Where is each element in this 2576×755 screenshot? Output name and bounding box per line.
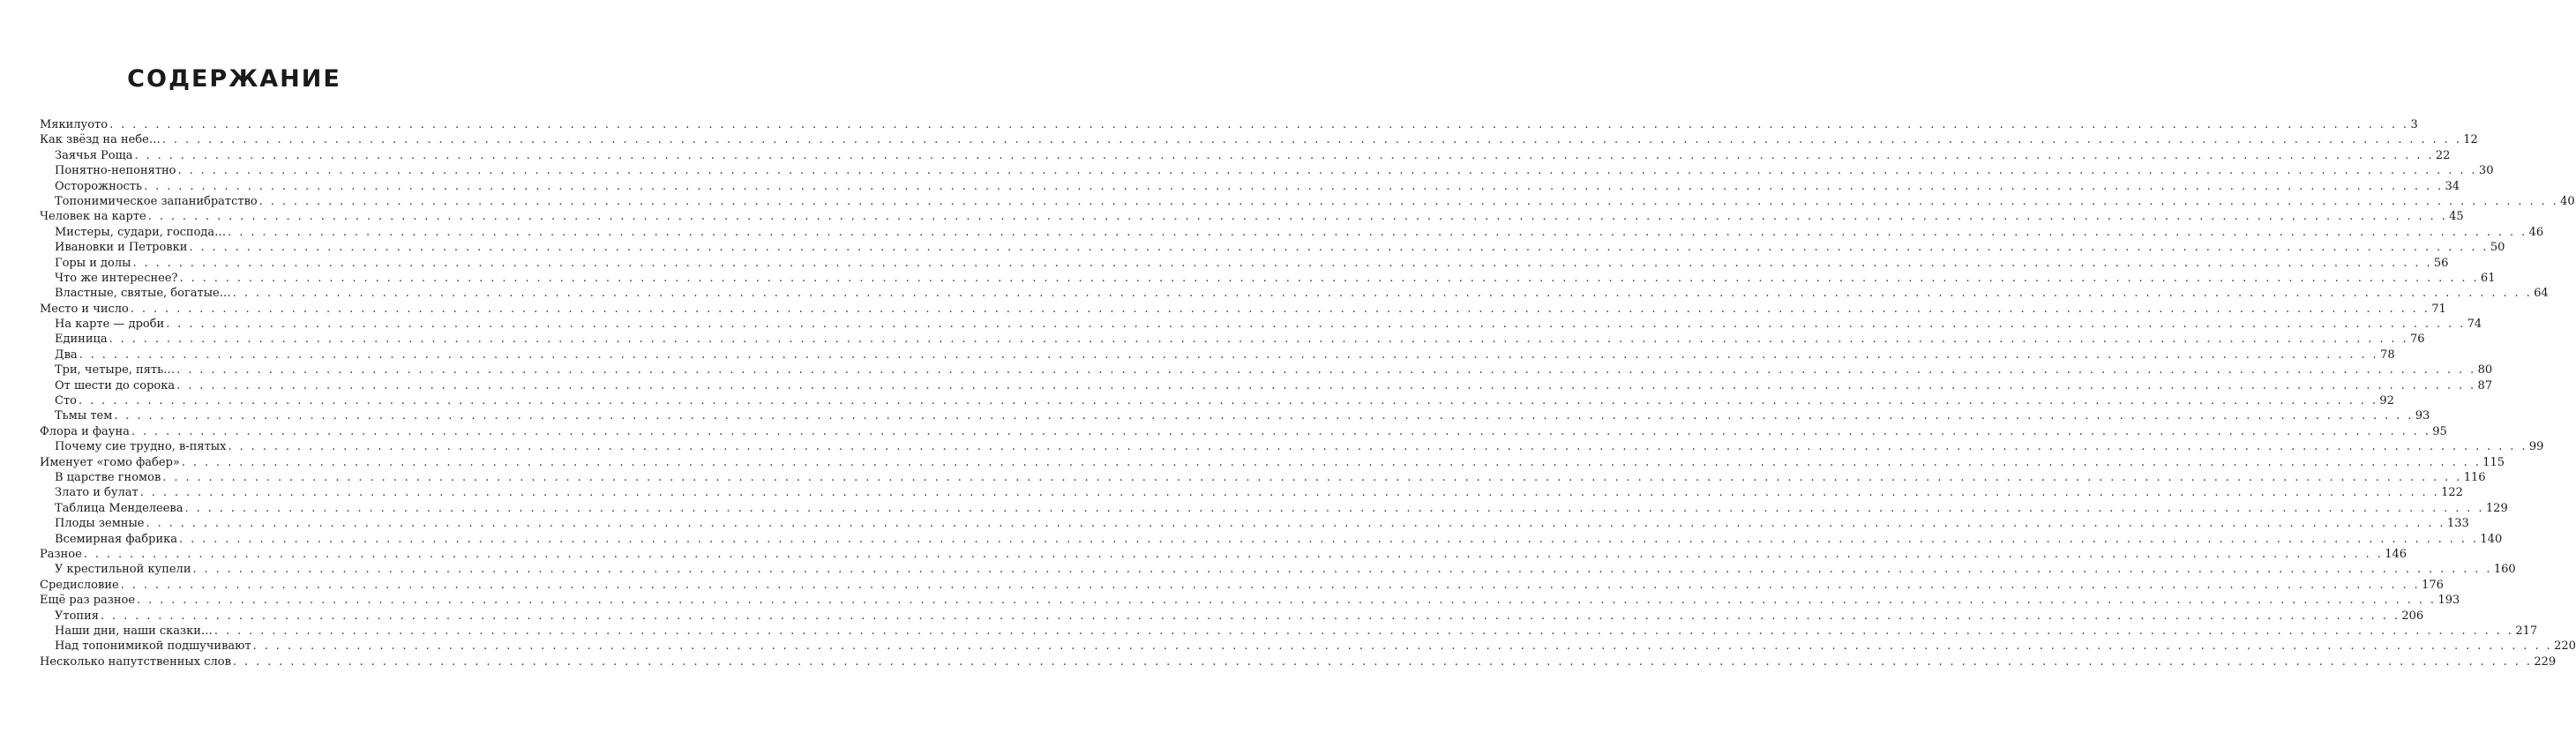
- toc-subentry: [40, 286, 2549, 301]
- toc-entry-title: Почему сие трудно, в-пятых: [55, 440, 227, 454]
- dot-leader: . . . . . . . . . . . . . . . . . . . . . . . . . . . . . . . . . . . . . . . . . . . . . . . . . . . . . . . . . . . . . . . . . . . . . . . . . . . . . . . . . . . . . . . . . . . . . . . . . . . . . . . . . . . . . . . . . . . . . . . . . . . . . . . . . . . . . . . . . . . . . . . . . . . . . . . . . . . . . . . . . . . . . . . . . . . . . . . . . . . . . . . . . . . . . . . . . . . . . . . .: [147, 210, 2448, 224]
- toc-page-number: 12: [2463, 133, 2478, 147]
- toc-subentry: [40, 348, 2395, 363]
- toc-entry: [40, 578, 2444, 593]
- dot-leader: . . . . . . . . . . . . . . . . . . . . . . . . . . . . . . . . . . . . . . . . . . . . . . . . . . . . . . . . . . . . . . . . . . . . . . . . . . . . . . . . . . . . . . . . . . . . . . . . . . . . . . . . . . . . . . . . . . . . . . . . . . . . . . . . . . . . . . . . . . . . . . . . . . . . . . . . . . . . . . . . . . . . . . . . . . . . . . . . . . . . . . . . . . . . . . . . . . . . . . . .: [132, 256, 2432, 270]
- toc-page-number: 50: [2490, 241, 2505, 255]
- dot-leader: . . . . . . . . . . . . . . . . . . . . . . . . . . . . . . . . . . . . . . . . . . . . . . . . . . . . . . . . . . . . . . . . . . . . . . . . . . . . . . . . . . . . . . . . . . . . . . . . . . . . . . . . . . . . . . . . . . . . . . . . . . . . . . . . . . . . . . . . . . . . . . . . . . . . . . . . . . . . . . . . . . . . . . . . . . . . . . . . . . . . . . . . . . . . . . . . . . . . . . . .: [79, 348, 2379, 362]
- toc-page-number: 133: [2446, 517, 2469, 531]
- toc-page-number: 40: [2560, 194, 2575, 208]
- toc-entry: [40, 209, 2464, 224]
- dot-leader: . . . . . . . . . . . . . . . . . . . . . . . . . . . . . . . . . . . . . . . . . . . . . . . . . . . . . . . . . . . . . . . . . . . . . . . . . . . . . . . . . . . . . . . . . . . . . . . . . . . . . . . . . . . . . . . . . . . . . . . . . . . . . . . . . . . . . . . . . . . . . . . . . . . . . . . . . . . . . . . . . . . . . . . . . . . . . . . . . . . . . . . . . . . . . . . . . . . . . . . .: [192, 563, 2492, 577]
- toc-subentry: [40, 179, 2460, 194]
- toc-entry-title: Над топонимикой подшучивают: [55, 639, 251, 654]
- toc-entry-title: Единица: [55, 333, 108, 347]
- toc-page-number: 78: [2380, 348, 2395, 362]
- toc-page-number: 206: [2401, 609, 2424, 623]
- toc-entry-title: Флора и фауна: [40, 424, 130, 438]
- toc-subentry: [40, 363, 2493, 378]
- toc-subentry: [40, 317, 2482, 332]
- toc-entry-title: Три, четыре, пять…: [55, 363, 176, 378]
- toc-page-number: 140: [2480, 532, 2503, 546]
- toc-page-number: 95: [2432, 424, 2447, 438]
- toc-entry-title: Плоды земные: [55, 517, 145, 531]
- toc-subentry: [40, 624, 2538, 639]
- toc-entry: [40, 302, 2446, 317]
- toc-subentry: [40, 163, 2494, 178]
- toc-entry-title: У крестильной купели: [55, 563, 191, 577]
- dot-leader: . . . . . . . . . . . . . . . . . . . . . . . . . . . . . . . . . . . . . . . . . . . . . . . . . . . . . . . . . . . . . . . . . . . . . . . . . . . . . . . . . . . . . . . . . . . . . . . . . . . . . . . . . . . . . . . . . . . . . . . . . . . . . . . . . . . . . . . . . . . . . . . . . . . . . . . . . . . . . . . . . . . . . . . . . . . . . . . . . . . . . . . . . . . . . . . . . . . . . . . .: [228, 440, 2527, 454]
- toc-entry-title: Мистеры, судари, господа…: [55, 225, 227, 239]
- dot-leader: . . . . . . . . . . . . . . . . . . . . . . . . . . . . . . . . . . . . . . . . . . . . . . . . . . . . . . . . . . . . . . . . . . . . . . . . . . . . . . . . . . . . . . . . . . . . . . . . . . . . . . . . . . . . . . . . . . . . . . . . . . . . . . . . . . . . . . . . . . . . . . . . . . . . . . . . . . . . . . . . . . . . . . . . . . . . . . . . . . . . . . . . . . . . . . . . . . . . . . . .: [179, 532, 2479, 546]
- dot-leader: . . . . . . . . . . . . . . . . . . . . . . . . . . . . . . . . . . . . . . . . . . . . . . . . . . . . . . . . . . . . . . . . . . . . . . . . . . . . . . . . . . . . . . . . . . . . . . . . . . . . . . . . . . . . . . . . . . . . . . . . . . . . . . . . . . . . . . . . . . . . . . . . . . . . . . . . . . . . . . . . . . . . . . . . . . . . . . . . . . . . . . . . . . . . . . . . . . . . . . . .: [252, 639, 2553, 654]
- toc-entry-title: Наши дни, наши сказки…: [55, 624, 213, 638]
- toc-page-number: 193: [2437, 594, 2460, 608]
- table-of-contents: [40, 117, 2576, 669]
- toc-page-number: 46: [2528, 225, 2544, 239]
- toc-entry-title: Понятно-непонятно: [55, 164, 176, 178]
- toc-page-number: 160: [2493, 563, 2516, 577]
- dot-leader: . . . . . . . . . . . . . . . . . . . . . . . . . . . . . . . . . . . . . . . . . . . . . . . . . . . . . . . . . . . . . . . . . . . . . . . . . . . . . . . . . . . . . . . . . . . . . . . . . . . . . . . . . . . . . . . . . . . . . . . . . . . . . . . . . . . . . . . . . . . . . . . . . . . . . . . . . . . . . . . . . . . . . . . . . . . . . . . . . . . . . . . . . . . . . . . . . . . . . . . .: [130, 302, 2430, 316]
- dot-leader: . . . . . . . . . . . . . . . . . . . . . . . . . . . . . . . . . . . . . . . . . . . . . . . . . . . . . . . . . . . . . . . . . . . . . . . . . . . . . . . . . . . . . . . . . . . . . . . . . . . . . . . . . . . . . . . . . . . . . . . . . . . . . . . . . . . . . . . . . . . . . . . . . . . . . . . . . . . . . . . . . . . . . . . . . . . . . . . . . . . . . . . . . . . . . . . . . . . . . . . .: [139, 486, 2440, 500]
- toc-page-number: 34: [2445, 179, 2460, 193]
- toc-entry: [40, 593, 2460, 608]
- toc-page-number: 71: [2431, 302, 2446, 316]
- toc-entry-title: На карте — дроби: [55, 318, 165, 332]
- dot-leader: . . . . . . . . . . . . . . . . . . . . . . . . . . . . . . . . . . . . . . . . . . . . . . . . . . . . . . . . . . . . . . . . . . . . . . . . . . . . . . . . . . . . . . . . . . . . . . . . . . . . . . . . . . . . . . . . . . . . . . . . . . . . . . . . . . . . . . . . . . . . . . . . . . . . . . . . . . . . . . . . . . . . . . . . . . . . . . . . . . . . . . . . . . . . . . . . . . . . . . . .: [131, 424, 2431, 438]
- toc-page-number: 64: [2534, 287, 2549, 301]
- toc-subentry: [40, 256, 2449, 271]
- toc-subentry: [40, 485, 2463, 500]
- toc-entry-title: Место и число: [40, 302, 129, 316]
- toc-entry-title: Именует «гомо фабер»: [40, 455, 180, 469]
- toc-entry-title: Как звёзд на небе…: [40, 133, 161, 147]
- dot-leader: . . . . . . . . . . . . . . . . . . . . . . . . . . . . . . . . . . . . . . . . . . . . . . . . . . . . . . . . . . . . . . . . . . . . . . . . . . . . . . . . . . . . . . . . . . . . . . . . . . . . . . . . . . . . . . . . . . . . . . . . . . . . . . . . . . . . . . . . . . . . . . . . . . . . . . . . . . . . . . . . . . . . . . . . . . . . . . . . . . . . . . . . . . . . . . . . . . . . . . . .: [134, 148, 2434, 162]
- toc-entry-title: Что же интереснее?: [55, 271, 178, 285]
- toc-entry-title: Заячья Роща: [55, 148, 133, 162]
- dot-leader: . . . . . . . . . . . . . . . . . . . . . . . . . . . . . . . . . . . . . . . . . . . . . . . . . . . . . . . . . . . . . . . . . . . . . . . . . . . . . . . . . . . . . . . . . . . . . . . . . . . . . . . . . . . . . . . . . . . . . . . . . . . . . . . . . . . . . . . . . . . . . . . . . . . . . . . . . . . . . . . . . . . . . . . . . . . . . . . . . . . . . . . . . . . . . . . . . . . . . . . .: [213, 624, 2514, 638]
- dot-leader: . . . . . . . . . . . . . . . . . . . . . . . . . . . . . . . . . . . . . . . . . . . . . . . . . . . . . . . . . . . . . . . . . . . . . . . . . . . . . . . . . . . . . . . . . . . . . . . . . . . . . . . . . . . . . . . . . . . . . . . . . . . . . . . . . . . . . . . . . . . . . . . . . . . . . . . . . . . . . . . . . . . . . . . . . . . . . . . . . . . . . . . . . . . . . . . . . . . . . . . .: [114, 409, 2414, 423]
- toc-subentry: [40, 194, 2575, 209]
- toc-subentry: [40, 148, 2451, 163]
- toc-page-number: 99: [2528, 440, 2544, 454]
- dot-leader: . . . . . . . . . . . . . . . . . . . . . . . . . . . . . . . . . . . . . . . . . . . . . . . . . . . . . . . . . . . . . . . . . . . . . . . . . . . . . . . . . . . . . . . . . . . . . . . . . . . . . . . . . . . . . . . . . . . . . . . . . . . . . . . . . . . . . . . . . . . . . . . . . . . . . . . . . . . . . . . . . . . . . . . . . . . . . . . . . . . . . . . . . . . . . . . . . . . . . . . .: [161, 133, 2462, 147]
- dot-leader: . . . . . . . . . . . . . . . . . . . . . . . . . . . . . . . . . . . . . . . . . . . . . . . . . . . . . . . . . . . . . . . . . . . . . . . . . . . . . . . . . . . . . . . . . . . . . . . . . . . . . . . . . . . . . . . . . . . . . . . . . . . . . . . . . . . . . . . . . . . . . . . . . . . . . . . . . . . . . . . . . . . . . . . . . . . . . . . . . . . . . . . . . . . . . . . . . . . . . . . .: [109, 118, 2409, 131]
- toc-entry-title: Всемирная фабрика: [55, 532, 177, 546]
- toc-subentry: [40, 562, 2516, 577]
- toc-entry-title: Злато и булат: [55, 486, 139, 500]
- dot-leader: . . . . . . . . . . . . . . . . . . . . . . . . . . . . . . . . . . . . . . . . . . . . . . . . . . . . . . . . . . . . . . . . . . . . . . . . . . . . . . . . . . . . . . . . . . . . . . . . . . . . . . . . . . . . . . . . . . . . . . . . . . . . . . . . . . . . . . . . . . . . . . . . . . . . . . . . . . . . . . . . . . . . . . . . . . . . . . . . . . . . . . . . . . . . . . . . . . . . . . . .: [144, 179, 2444, 193]
- dot-leader: . . . . . . . . . . . . . . . . . . . . . . . . . . . . . . . . . . . . . . . . . . . . . . . . . . . . . . . . . . . . . . . . . . . . . . . . . . . . . . . . . . . . . . . . . . . . . . . . . . . . . . . . . . . . . . . . . . . . . . . . . . . . . . . . . . . . . . . . . . . . . . . . . . . . . . . . . . . . . . . . . . . . . . . . . . . . . . . . . . . . . . . . . . . . . . . . . . . . . . . .: [176, 363, 2476, 378]
- toc-entry: [40, 117, 2418, 132]
- toc-page-number: 61: [2480, 271, 2496, 285]
- dot-leader: . . . . . . . . . . . . . . . . . . . . . . . . . . . . . . . . . . . . . . . . . . . . . . . . . . . . . . . . . . . . . . . . . . . . . . . . . . . . . . . . . . . . . . . . . . . . . . . . . . . . . . . . . . . . . . . . . . . . . . . . . . . . . . . . . . . . . . . . . . . . . . . . . . . . . . . . . . . . . . . . . . . . . . . . . . . . . . . . . . . . . . . . . . . . . . . . . . . . . . . .: [176, 378, 2476, 392]
- toc-page-number: 129: [2485, 501, 2508, 515]
- toc-entry-title: Разное: [40, 547, 82, 561]
- toc-page-number: 87: [2477, 378, 2493, 392]
- toc-entry-title: Властные, святые, богатые…: [55, 287, 231, 301]
- toc-page-number: 76: [2410, 333, 2425, 347]
- toc-page-number: 22: [2435, 148, 2451, 162]
- toc-entry-title: Человек на карте: [40, 210, 146, 224]
- toc-page-number: 217: [2515, 624, 2538, 638]
- toc-subentry: [40, 332, 2425, 347]
- dot-leader: . . . . . . . . . . . . . . . . . . . . . . . . . . . . . . . . . . . . . . . . . . . . . . . . . . . . . . . . . . . . . . . . . . . . . . . . . . . . . . . . . . . . . . . . . . . . . . . . . . . . . . . . . . . . . . . . . . . . . . . . . . . . . . . . . . . . . . . . . . . . . . . . . . . . . . . . . . . . . . . . . . . . . . . . . . . . . . . . . . . . . . . . . . . . . . . . . . . . . . . .: [146, 517, 2445, 531]
- toc-page-number: 30: [2478, 164, 2494, 178]
- toc-subentry: [40, 439, 2544, 454]
- toc-entry-title: Тьмы тем: [55, 409, 113, 423]
- toc-entry-title: Горы и долы: [55, 256, 131, 270]
- toc-page-number: 74: [2467, 318, 2482, 332]
- toc-page-number: 115: [2482, 455, 2505, 469]
- toc-page-number: 229: [2534, 654, 2557, 669]
- toc-page-number: 45: [2449, 210, 2464, 224]
- toc-subentry: [40, 470, 2486, 485]
- toc-entry: [40, 455, 2505, 470]
- dot-leader: . . . . . . . . . . . . . . . . . . . . . . . . . . . . . . . . . . . . . . . . . . . . . . . . . . . . . . . . . . . . . . . . . . . . . . . . . . . . . . . . . . . . . . . . . . . . . . . . . . . . . . . . . . . . . . . . . . . . . . . . . . . . . . . . . . . . . . . . . . . . . . . . . . . . . . . . . . . . . . . . . . . . . . . . . . . . . . . . . . . . . . . . . . . . . . . . . . . . . . . .: [232, 287, 2533, 301]
- toc-page-number: 220: [2554, 639, 2576, 654]
- dot-leader: . . . . . . . . . . . . . . . . . . . . . . . . . . . . . . . . . . . . . . . . . . . . . . . . . . . . . . . . . . . . . . . . . . . . . . . . . . . . . . . . . . . . . . . . . . . . . . . . . . . . . . . . . . . . . . . . . . . . . . . . . . . . . . . . . . . . . . . . . . . . . . . . . . . . . . . . . . . . . . . . . . . . . . . . . . . . . . . . . . . . . . . . . . . . . . . . . . . . . . . .: [232, 654, 2533, 669]
- toc-page-number: 116: [2463, 470, 2486, 484]
- toc-page-number: 93: [2415, 409, 2430, 423]
- toc-entry-title: Ивановки и Петровки: [55, 241, 188, 255]
- toc-entry: [40, 547, 2408, 562]
- dot-leader: . . . . . . . . . . . . . . . . . . . . . . . . . . . . . . . . . . . . . . . . . . . . . . . . . . . . . . . . . . . . . . . . . . . . . . . . . . . . . . . . . . . . . . . . . . . . . . . . . . . . . . . . . . . . . . . . . . . . . . . . . . . . . . . . . . . . . . . . . . . . . . . . . . . . . . . . . . . . . . . . . . . . . . . . . . . . . . . . . . . . . . . . . . . . . . . . . . . . . . . .: [78, 394, 2378, 408]
- toc-page-number: 3: [2410, 118, 2418, 131]
- dot-leader: . . . . . . . . . . . . . . . . . . . . . . . . . . . . . . . . . . . . . . . . . . . . . . . . . . . . . . . . . . . . . . . . . . . . . . . . . . . . . . . . . . . . . . . . . . . . . . . . . . . . . . . . . . . . . . . . . . . . . . . . . . . . . . . . . . . . . . . . . . . . . . . . . . . . . . . . . . . . . . . . . . . . . . . . . . . . . . . . . . . . . . . . . . . . . . . . . . . . . . . .: [109, 333, 2409, 347]
- toc-subentry: [40, 393, 2394, 408]
- toc-entry-title: Таблица Менделеева: [55, 501, 183, 515]
- dot-leader: . . . . . . . . . . . . . . . . . . . . . . . . . . . . . . . . . . . . . . . . . . . . . . . . . . . . . . . . . . . . . . . . . . . . . . . . . . . . . . . . . . . . . . . . . . . . . . . . . . . . . . . . . . . . . . . . . . . . . . . . . . . . . . . . . . . . . . . . . . . . . . . . . . . . . . . . . . . . . . . . . . . . . . . . . . . . . . . . . . . . . . . . . . . . . . . . . . . . . . . .: [179, 271, 2479, 285]
- dot-leader: . . . . . . . . . . . . . . . . . . . . . . . . . . . . . . . . . . . . . . . . . . . . . . . . . . . . . . . . . . . . . . . . . . . . . . . . . . . . . . . . . . . . . . . . . . . . . . . . . . . . . . . . . . . . . . . . . . . . . . . . . . . . . . . . . . . . . . . . . . . . . . . . . . . . . . . . . . . . . . . . . . . . . . . . . . . . . . . . . . . . . . . . . . . . . . . . . . . . . . . .: [181, 455, 2482, 469]
- toc-page-number: 122: [2441, 486, 2463, 500]
- toc-entry-title: Осторожность: [55, 179, 143, 193]
- dot-leader: . . . . . . . . . . . . . . . . . . . . . . . . . . . . . . . . . . . . . . . . . . . . . . . . . . . . . . . . . . . . . . . . . . . . . . . . . . . . . . . . . . . . . . . . . . . . . . . . . . . . . . . . . . . . . . . . . . . . . . . . . . . . . . . . . . . . . . . . . . . . . . . . . . . . . . . . . . . . . . . . . . . . . . . . . . . . . . . . . . . . . . . . . . . . . . . . . . . . . . . .: [184, 501, 2484, 515]
- dot-leader: . . . . . . . . . . . . . . . . . . . . . . . . . . . . . . . . . . . . . . . . . . . . . . . . . . . . . . . . . . . . . . . . . . . . . . . . . . . . . . . . . . . . . . . . . . . . . . . . . . . . . . . . . . . . . . . . . . . . . . . . . . . . . . . . . . . . . . . . . . . . . . . . . . . . . . . . . . . . . . . . . . . . . . . . . . . . . . . . . . . . . . . . . . . . . . . . . . . . . . . .: [166, 318, 2466, 332]
- toc-page-number: 176: [2422, 578, 2444, 592]
- toc-entry: [40, 654, 2557, 669]
- toc-entry-title: Несколько напутственных слов: [40, 654, 231, 669]
- dot-leader: . . . . . . . . . . . . . . . . . . . . . . . . . . . . . . . . . . . . . . . . . . . . . . . . . . . . . . . . . . . . . . . . . . . . . . . . . . . . . . . . . . . . . . . . . . . . . . . . . . . . . . . . . . . . . . . . . . . . . . . . . . . . . . . . . . . . . . . . . . . . . . . . . . . . . . . . . . . . . . . . . . . . . . . . . . . . . . . . . . . . . . . . . . . . . . . . . . . . . . . .: [100, 609, 2400, 623]
- toc-entry-title: От шести до сорока: [55, 378, 176, 392]
- toc-subentry: [40, 378, 2493, 393]
- toc-subentry: [40, 639, 2576, 654]
- dot-leader: . . . . . . . . . . . . . . . . . . . . . . . . . . . . . . . . . . . . . . . . . . . . . . . . . . . . . . . . . . . . . . . . . . . . . . . . . . . . . . . . . . . . . . . . . . . . . . . . . . . . . . . . . . . . . . . . . . . . . . . . . . . . . . . . . . . . . . . . . . . . . . . . . . . . . . . . . . . . . . . . . . . . . . . . . . . . . . . . . . . . . . . . . . . . . . . . . . . . . . . .: [177, 164, 2477, 178]
- toc-page-number: 56: [2433, 256, 2449, 270]
- page-title: СОДЕРЖАНИЕ: [127, 65, 341, 93]
- dot-leader: . . . . . . . . . . . . . . . . . . . . . . . . . . . . . . . . . . . . . . . . . . . . . . . . . . . . . . . . . . . . . . . . . . . . . . . . . . . . . . . . . . . . . . . . . . . . . . . . . . . . . . . . . . . . . . . . . . . . . . . . . . . . . . . . . . . . . . . . . . . . . . . . . . . . . . . . . . . . . . . . . . . . . . . . . . . . . . . . . . . . . . . . . . . . . . . . . . . . . . . .: [189, 241, 2489, 255]
- toc-subentry: [40, 225, 2544, 240]
- toc-entry-title: Топонимическое запанибратство: [55, 194, 258, 208]
- toc-page-number: 92: [2379, 394, 2394, 408]
- dot-leader: . . . . . . . . . . . . . . . . . . . . . . . . . . . . . . . . . . . . . . . . . . . . . . . . . . . . . . . . . . . . . . . . . . . . . . . . . . . . . . . . . . . . . . . . . . . . . . . . . . . . . . . . . . . . . . . . . . . . . . . . . . . . . . . . . . . . . . . . . . . . . . . . . . . . . . . . . . . . . . . . . . . . . . . . . . . . . . . . . . . . . . . . . . . . . . . . . . . . . . . .: [137, 594, 2437, 608]
- toc-entry-title: Мякилуото: [40, 118, 109, 131]
- toc-entry-title: Утопия: [55, 609, 99, 623]
- toc-subentry: [40, 532, 2503, 547]
- dot-leader: . . . . . . . . . . . . . . . . . . . . . . . . . . . . . . . . . . . . . . . . . . . . . . . . . . . . . . . . . . . . . . . . . . . . . . . . . . . . . . . . . . . . . . . . . . . . . . . . . . . . . . . . . . . . . . . . . . . . . . . . . . . . . . . . . . . . . . . . . . . . . . . . . . . . . . . . . . . . . . . . . . . . . . . . . . . . . . . . . . . . . . . . . . . . . . . . . . . . . . . .: [162, 470, 2462, 484]
- toc-entry-title: Ещё раз разное: [40, 594, 136, 608]
- toc-subentry: [40, 501, 2508, 516]
- toc-subentry: [40, 271, 2496, 286]
- toc-subentry: [40, 609, 2424, 624]
- toc-entry: [40, 424, 2447, 439]
- toc-page-number: 146: [2385, 547, 2408, 561]
- toc-subentry: [40, 240, 2505, 255]
- dot-leader: . . . . . . . . . . . . . . . . . . . . . . . . . . . . . . . . . . . . . . . . . . . . . . . . . . . . . . . . . . . . . . . . . . . . . . . . . . . . . . . . . . . . . . . . . . . . . . . . . . . . . . . . . . . . . . . . . . . . . . . . . . . . . . . . . . . . . . . . . . . . . . . . . . . . . . . . . . . . . . . . . . . . . . . . . . . . . . . . . . . . . . . . . . . . . . . . . . . . . . . .: [258, 194, 2559, 208]
- dot-leader: . . . . . . . . . . . . . . . . . . . . . . . . . . . . . . . . . . . . . . . . . . . . . . . . . . . . . . . . . . . . . . . . . . . . . . . . . . . . . . . . . . . . . . . . . . . . . . . . . . . . . . . . . . . . . . . . . . . . . . . . . . . . . . . . . . . . . . . . . . . . . . . . . . . . . . . . . . . . . . . . . . . . . . . . . . . . . . . . . . . . . . . . . . . . . . . . . . . . . . . .: [83, 547, 2384, 561]
- toc-subentry: [40, 408, 2430, 423]
- toc-subentry: [40, 516, 2469, 531]
- toc-page-number: 80: [2477, 363, 2493, 378]
- toc-entry-title: Сто: [55, 394, 77, 408]
- toc-entry-title: Средисловие: [40, 578, 119, 592]
- toc-entry-title: В царстве гномов: [55, 470, 161, 484]
- dot-leader: . . . . . . . . . . . . . . . . . . . . . . . . . . . . . . . . . . . . . . . . . . . . . . . . . . . . . . . . . . . . . . . . . . . . . . . . . . . . . . . . . . . . . . . . . . . . . . . . . . . . . . . . . . . . . . . . . . . . . . . . . . . . . . . . . . . . . . . . . . . . . . . . . . . . . . . . . . . . . . . . . . . . . . . . . . . . . . . . . . . . . . . . . . . . . . . . . . . . . . . .: [228, 225, 2527, 239]
- toc-entry-title: Два: [55, 348, 78, 362]
- toc-entry: [40, 132, 2478, 147]
- dot-leader: . . . . . . . . . . . . . . . . . . . . . . . . . . . . . . . . . . . . . . . . . . . . . . . . . . . . . . . . . . . . . . . . . . . . . . . . . . . . . . . . . . . . . . . . . . . . . . . . . . . . . . . . . . . . . . . . . . . . . . . . . . . . . . . . . . . . . . . . . . . . . . . . . . . . . . . . . . . . . . . . . . . . . . . . . . . . . . . . . . . . . . . . . . . . . . . . . . . . . . . .: [120, 578, 2421, 592]
